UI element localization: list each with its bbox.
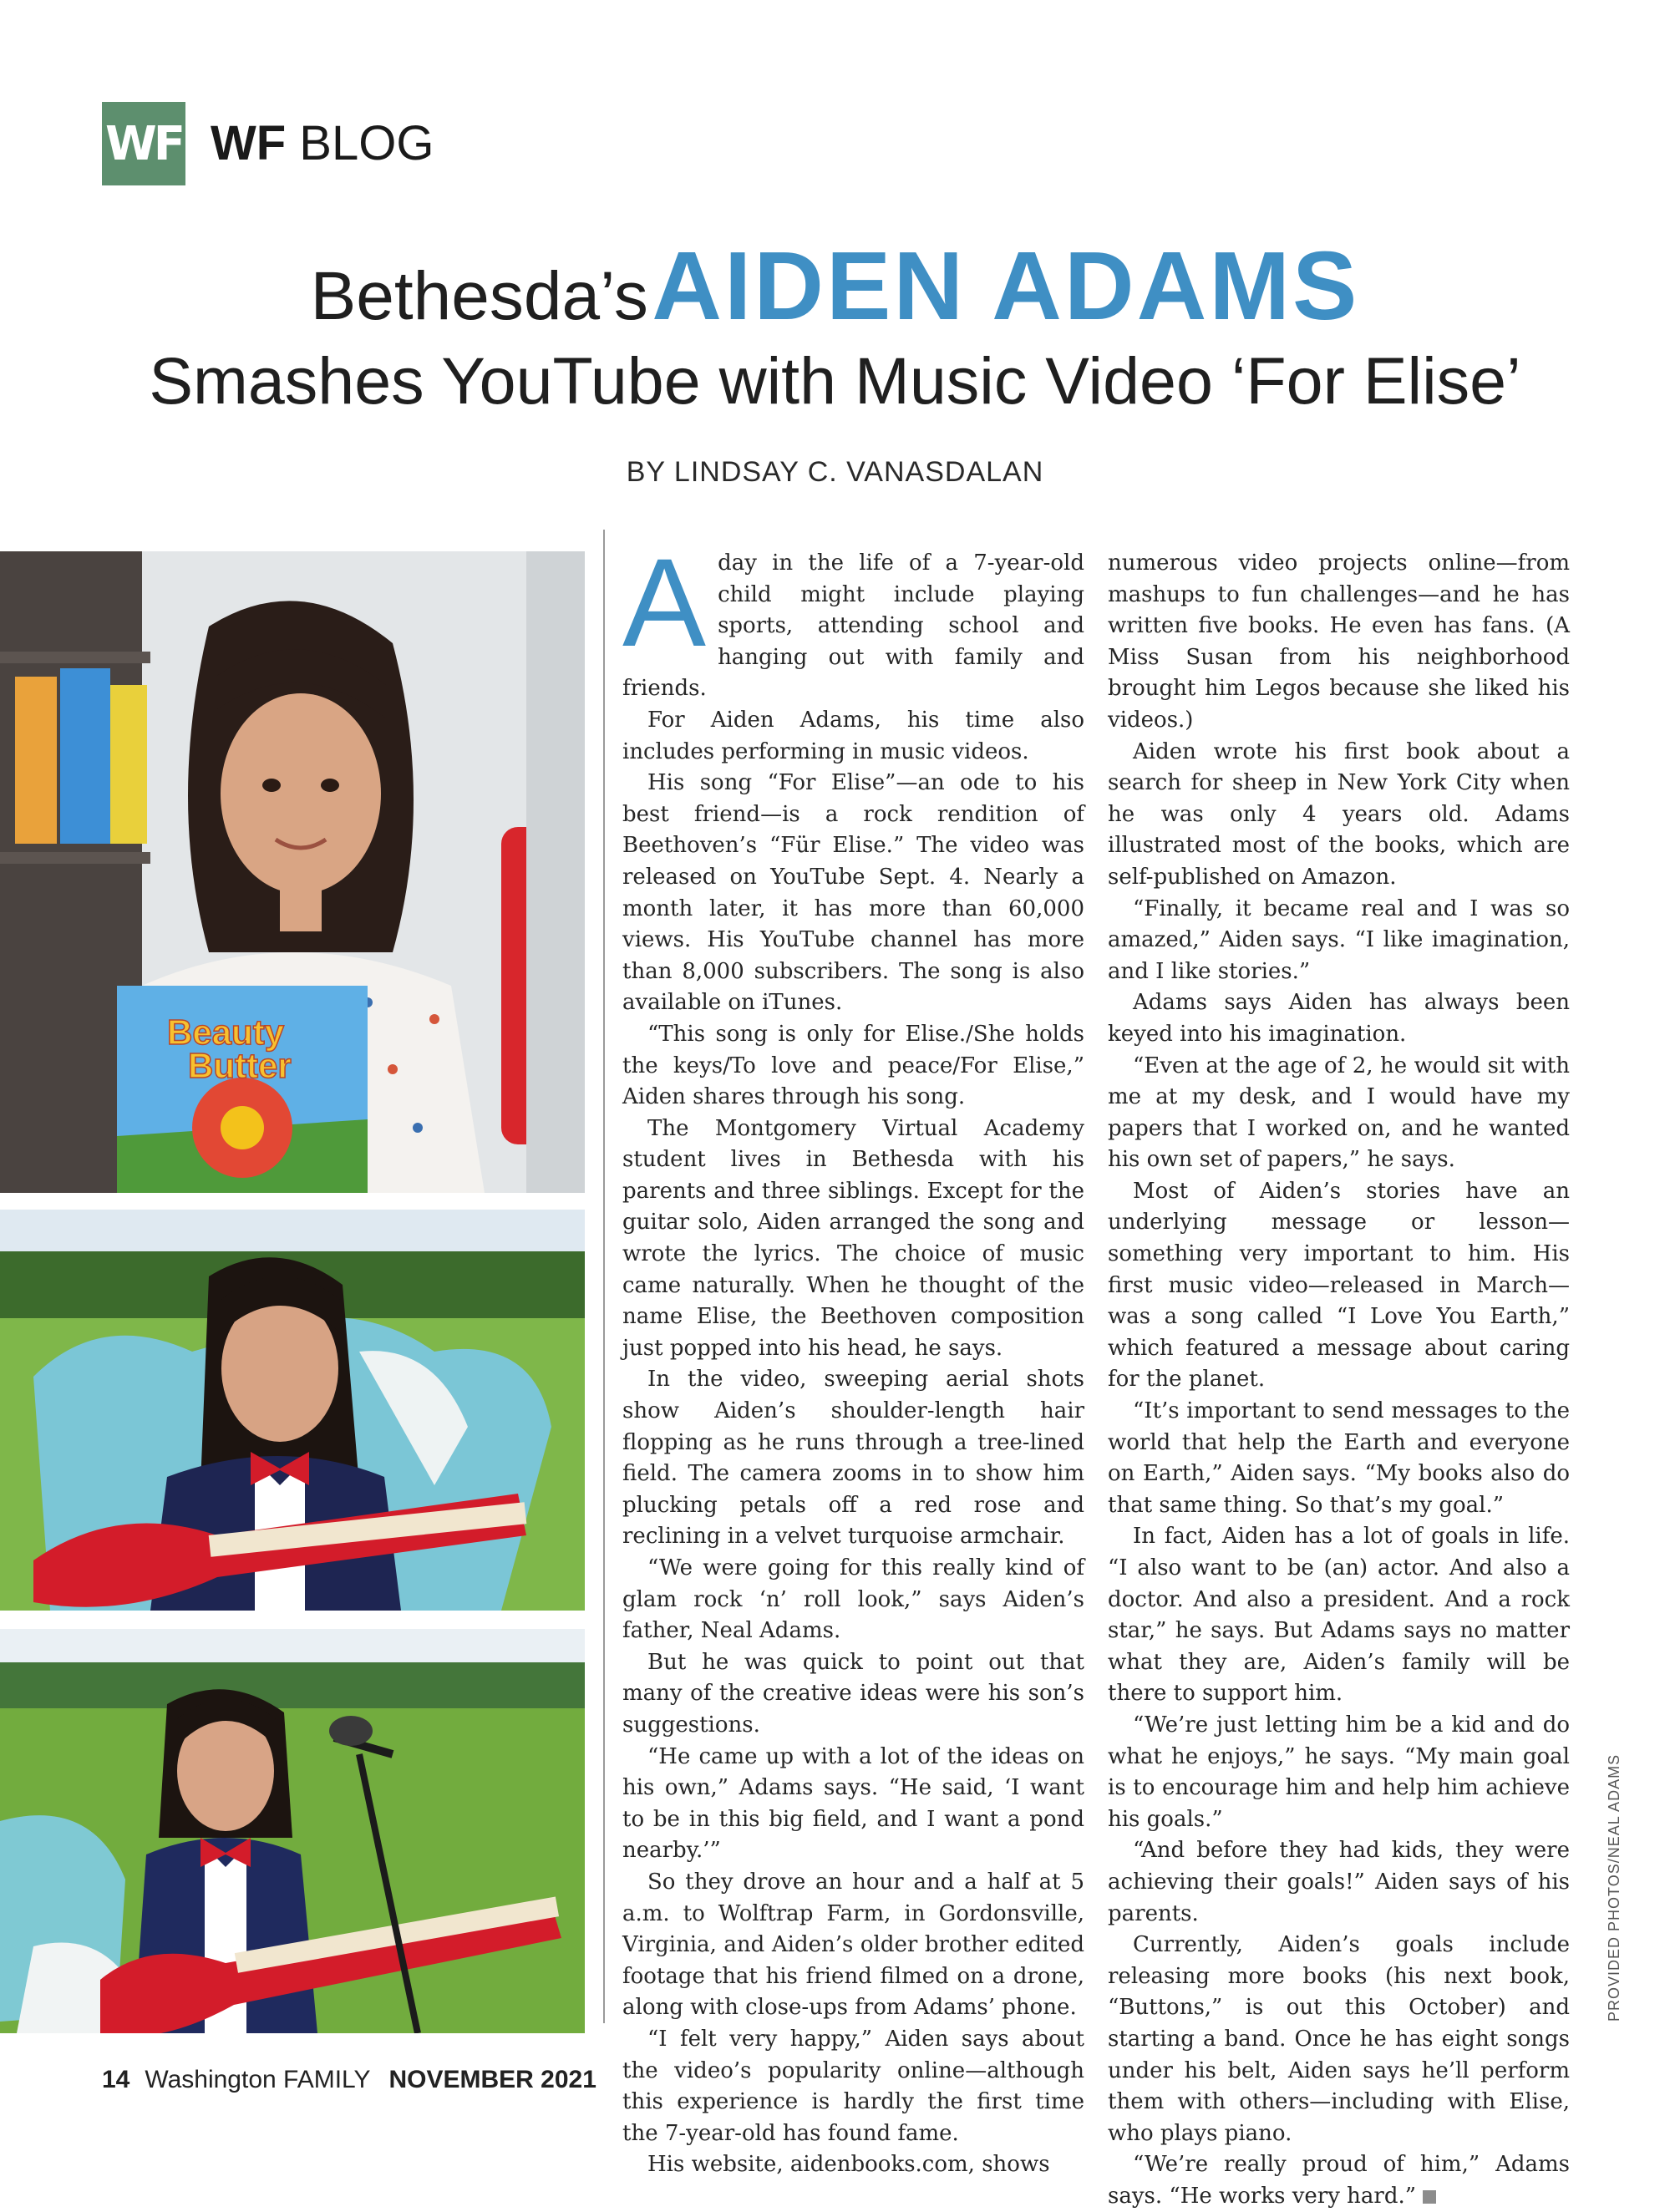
photo-boy-field-illustration	[0, 1629, 585, 2033]
page-footer	[102, 2066, 596, 2094]
article-paragraph: “We were going for this really kind of glam rock ‘n’ roll look,” says Aiden’s father, Neal Adams.	[622, 1555, 1084, 1644]
photo-boy-armchair-guitar	[0, 1210, 585, 1611]
article-paragraph	[1108, 2149, 1570, 2212]
end-mark-icon	[1423, 2190, 1436, 2204]
article-paragraph: “I felt very happy,” Aiden says about the video’s popularity online—although this experience is hardly the first time the 7-year-old has found fame.	[622, 2026, 1084, 2146]
byline: BY LINDSAY C. VANASDALAN	[626, 456, 1044, 488]
headline-name: AIDEN ADAMS	[652, 231, 1360, 340]
article-paragraph: Most of Aiden’s stories have an underlying message or lesson—something very important to him. His first music video—released in March—was a song called “I Love You Earth,” which featured a message about caring for the planet.	[1108, 1178, 1570, 1393]
article-paragraph: Adams says Aiden has always been keyed into his imagination.	[1108, 990, 1570, 1047]
article-paragraph: For Aiden Adams, his time also includes performing in music videos.	[622, 707, 1084, 764]
article-paragraph: So they drove an hour and a half at 5 a.m. to Wolftrap Farm, in Gordonsville, Virginia, and Aiden’s older brother edited footage that his friend filmed on a drone, along with close-ups from Adams’ phone.	[622, 1869, 1084, 2021]
photo-boy-with-book-illustration	[0, 551, 585, 1193]
blog-label-text: BLOG	[299, 116, 434, 170]
photo-credit: PROVIDED PHOTOS/NEAL ADAMS	[1606, 1753, 1622, 2022]
article-paragraph: His website, aidenbooks.com, shows	[647, 2152, 1050, 2178]
photo-boy-field-guitar	[0, 1629, 585, 2033]
article-final-text: “We’re really proud of him,” Adams says. “He works very hard.”	[1108, 2152, 1570, 2209]
article-paragraph: “Finally, it became real and I was so amazed,” Aiden says. “I like imagination, and I like stories.”	[1108, 895, 1570, 984]
book-title-line2: Butter	[188, 1046, 292, 1085]
headline-lead: Bethesda’s	[310, 258, 648, 334]
article-paragraph: “And before they had kids, they were achieving their goals!” Aiden says of his parents.	[1108, 1838, 1570, 1926]
article-paragraph: Aiden wrote his first book about a search for sheep in New York City when he was only 4 years old. Adams illustrated most of the books, which are self-published on Amazon.	[1108, 738, 1570, 890]
article-paragraph: But he was quick to point out that many of the creative ideas were his son’s suggestions.	[622, 1649, 1084, 1738]
wf-logo-text: WF	[104, 116, 183, 171]
article-paragraph: “Even at the age of 2, he would sit with me at my desk, and I would have my papers that I worked on, and he wanted his own set of papers,” he says.	[1108, 1053, 1570, 1173]
article-paragraph: “We’re just letting him be a kid and do what he enjoys,” he says. “My main goal is to encourage him and help him achieve his goals.”	[1108, 1712, 1570, 1832]
article-paragraph: In the video, sweeping aerial shots show Aiden’s shoulder-length hair flopping as he runs through a tree-lined field. The camera zooms in to show him plucking petals off a red rose and reclining in a velvet turquoise armchair.	[622, 1367, 1084, 1550]
article-paragraph	[622, 532, 1084, 705]
photo-boy-armchair-illustration	[0, 1210, 585, 1611]
blog-section-label	[211, 117, 434, 170]
article-paragraph: His song “For Elise”—an ode to his best friend—is a rock rendition of Beethoven’s “Für Elise.” The video was released on YouTube Sept. 4. Nearly a month later, it has more than 60,000 views. His YouTube channel has more than 8,000 subscribers. The song is also available on iTunes.	[622, 770, 1084, 1016]
article-paragraph-text: day in the life of a 7-year-old child might include playing sports, attending school and hanging out with family and friends.	[622, 550, 1084, 702]
publication-name: Washington FAMILY	[145, 2066, 371, 2093]
issue-date: NOVEMBER 2021	[388, 2066, 596, 2093]
drop-cap: A	[622, 532, 707, 672]
article-paragraph: numerous video projects online—from mashups to fun challenges—and he has written five books. He even has fans. (A Miss Susan from his neighborhood brought him Legos because she liked his videos.)	[1108, 550, 1570, 733]
article-column-1	[622, 532, 1084, 2181]
blog-label-strong: WF	[211, 116, 287, 170]
wf-logo	[102, 102, 185, 185]
article-paragraph: “It’s important to send messages to the world that help the Earth and everyone on Earth,” Aiden says. “My books also do that same thing. So that’s my goal.”	[1108, 1398, 1570, 1518]
article-column-2	[1108, 548, 1570, 2212]
page-number: 14	[102, 2066, 130, 2093]
book-title-line1: Beauty	[167, 1012, 285, 1052]
article-paragraph: “This song is only for Elise./She holds the keys/To love and peace/For Elise,” Aiden shares through his song.	[622, 1021, 1084, 1110]
photo-boy-with-book	[0, 551, 585, 1193]
article-paragraph: The Montgomery Virtual Academy student lives in Bethesda with his parents and three siblings. Except for the guitar solo, Aiden arranged the song and wrote the lyrics. The choice of music came naturally. When he thought of the name Elise, the Beethoven composition just popped into his head, he says.	[622, 1115, 1084, 1361]
column-divider	[603, 530, 605, 2023]
article-paragraph: Currently, Aiden’s goals include releasing more books (his next book, “Buttons,” is out this October) and starting a band. Once he has eight songs under his belt, Aiden says he’ll perform them with others—including with Elise, who plays piano.	[1108, 1932, 1570, 2146]
article-paragraph: “He came up with a lot of the ideas on his own,” Adams says. “He said, ‘I want to be in this big field, and I want a pond nearby.’”	[622, 1743, 1084, 1864]
article-paragraph: In fact, Aiden has a lot of goals in life. “I also want to be (an) actor. And also a doctor. And also a president. And a rock star,” he says. But Adams says no matter what they are, Aiden’s family will be there to support him.	[1108, 1524, 1570, 1707]
headline-line-2: Smashes YouTube with Music Video ‘For Elise’	[149, 343, 1521, 418]
